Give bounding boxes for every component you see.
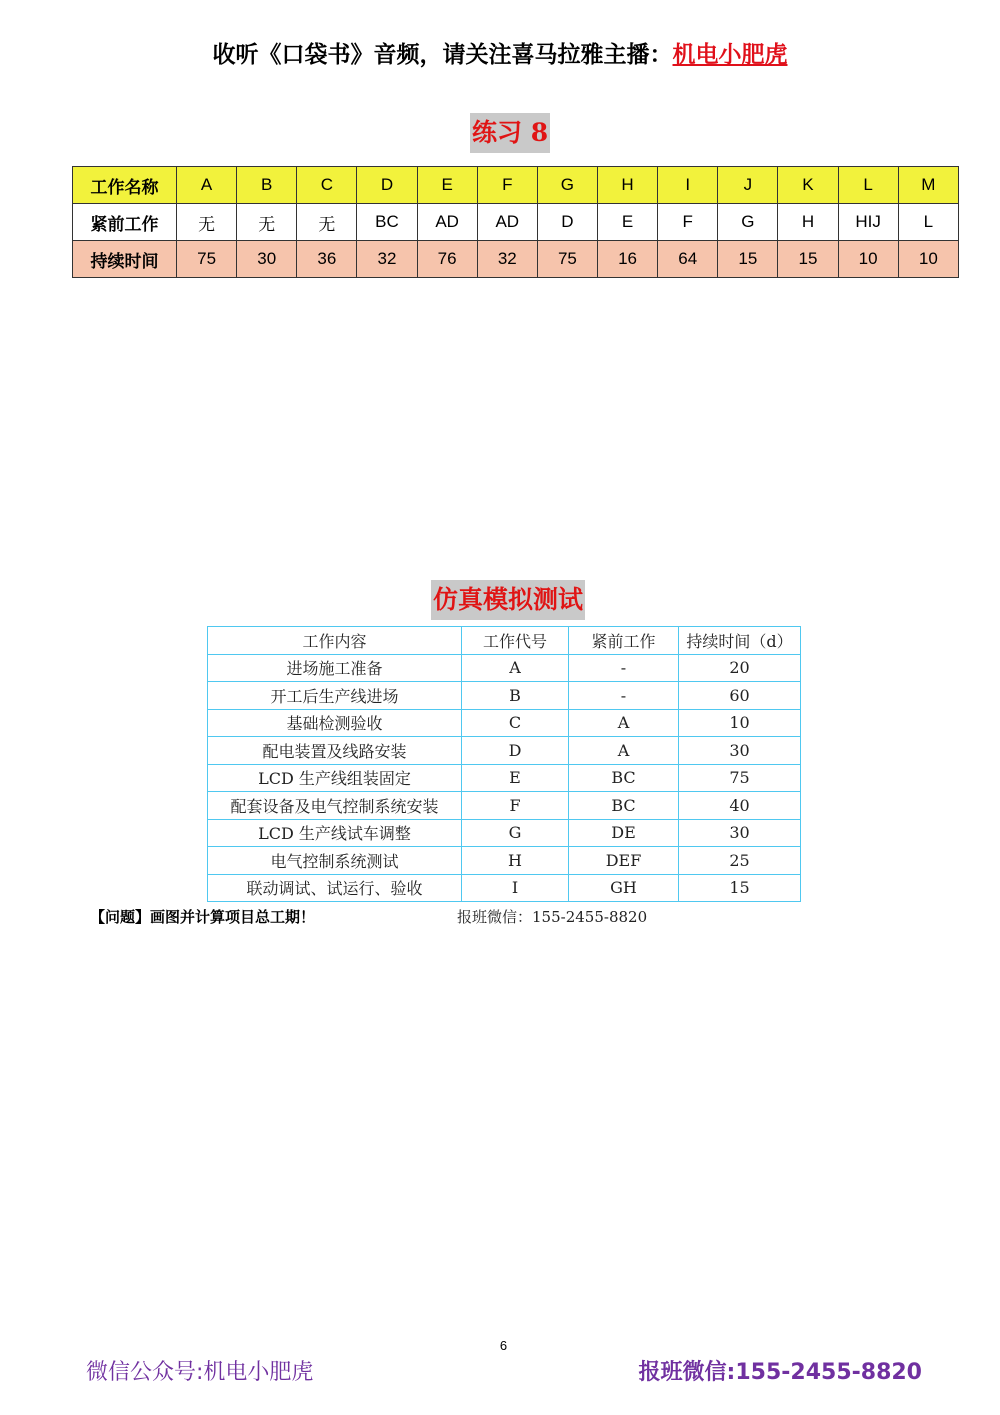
table-cell: E — [462, 764, 569, 792]
predecessor-cell: AD — [477, 204, 537, 241]
work-name-cell: J — [718, 167, 778, 204]
work-name-cell: D — [357, 167, 417, 204]
predecessor-cell: F — [658, 204, 718, 241]
row-label: 紧前工作 — [73, 204, 177, 241]
row-label: 持续时间 — [73, 241, 177, 278]
work-name-cell: C — [297, 167, 357, 204]
table-cell: 25 — [679, 847, 801, 875]
duration-cell: 64 — [658, 241, 718, 278]
row-label: 工作名称 — [73, 167, 177, 204]
table-row — [208, 847, 801, 875]
work-name-cell: G — [537, 167, 597, 204]
table-cell: 40 — [679, 792, 801, 820]
work-name-cell: E — [417, 167, 477, 204]
column-header: 持续时间（d） — [679, 627, 801, 655]
table-cell: 15 — [679, 874, 801, 902]
predecessors-row — [73, 204, 959, 241]
exercise-title: 练习 8 — [470, 113, 550, 153]
table-cell: GH — [569, 874, 679, 902]
table-cell: 基础检测验收 — [208, 709, 462, 737]
simulation-title: 仿真模拟测试 — [431, 580, 585, 620]
table-cell: LCD 生产线组装固定 — [208, 764, 462, 792]
duration-cell: 76 — [417, 241, 477, 278]
table-cell: G — [462, 819, 569, 847]
work-name-cell: K — [778, 167, 838, 204]
work-name-cell: I — [658, 167, 718, 204]
table-cell: 配套设备及电气控制系统安装 — [208, 792, 462, 820]
table-cell: LCD 生产线试车调整 — [208, 819, 462, 847]
duration-cell: 30 — [237, 241, 297, 278]
duration-cell: 16 — [597, 241, 657, 278]
table-cell: A — [569, 737, 679, 765]
page-number: 6 — [499, 1338, 508, 1353]
table-row — [208, 874, 801, 902]
work-name-cell: F — [477, 167, 537, 204]
work-name-cell: B — [237, 167, 297, 204]
simulation-table — [207, 626, 801, 902]
predecessor-cell: L — [898, 204, 958, 241]
page-header — [0, 36, 1000, 69]
table-cell: - — [569, 682, 679, 710]
predecessor-cell: E — [597, 204, 657, 241]
table-cell: C — [462, 709, 569, 737]
work-name-cell: M — [898, 167, 958, 204]
work-name-cell: A — [177, 167, 237, 204]
table-cell: A — [569, 709, 679, 737]
column-header: 工作代号 — [462, 627, 569, 655]
footer-wechat: 报班微信:155-2455-8820 — [638, 1360, 922, 1385]
table-cell: - — [569, 654, 679, 682]
table-cell: 电气控制系统测试 — [208, 847, 462, 875]
predecessor-cell: D — [537, 204, 597, 241]
work-name-cell: L — [838, 167, 898, 204]
table-cell: 进场施工准备 — [208, 654, 462, 682]
predecessor-cell: 无 — [177, 204, 237, 241]
table-row — [208, 764, 801, 792]
table-cell: BC — [569, 764, 679, 792]
table-header-row — [208, 627, 801, 655]
table-row — [208, 654, 801, 682]
exercise-table — [72, 166, 959, 278]
predecessor-cell: H — [778, 204, 838, 241]
table-cell: B — [462, 682, 569, 710]
table-cell: 75 — [679, 764, 801, 792]
table-cell: 联动调试、试运行、验收 — [208, 874, 462, 902]
names-row — [73, 167, 959, 204]
predecessor-cell: 无 — [297, 204, 357, 241]
duration-cell: 75 — [177, 241, 237, 278]
question-text: 【问题】画图并计算项目总工期！ — [90, 908, 316, 926]
table-cell: BC — [569, 792, 679, 820]
table-cell: I — [462, 874, 569, 902]
duration-cell: 10 — [838, 241, 898, 278]
table-cell: DEF — [569, 847, 679, 875]
table-cell: 60 — [679, 682, 801, 710]
header-text: 收听《口袋书》音频，请关注喜马拉雅主播： — [212, 41, 673, 68]
predecessor-cell: HIJ — [838, 204, 898, 241]
duration-cell: 32 — [477, 241, 537, 278]
host-link[interactable]: 机电小肥虎 — [672, 41, 788, 68]
table-cell: 20 — [679, 654, 801, 682]
table-cell: 30 — [679, 819, 801, 847]
table-cell: D — [462, 737, 569, 765]
footer-official-account: 微信公众号:机电小肥虎 — [86, 1360, 314, 1385]
table-row — [208, 819, 801, 847]
table-cell: F — [462, 792, 569, 820]
duration-cell: 15 — [778, 241, 838, 278]
work-name-cell: H — [597, 167, 657, 204]
duration-cell: 32 — [357, 241, 417, 278]
duration-cell: 75 — [537, 241, 597, 278]
table-cell: DE — [569, 819, 679, 847]
question-wechat: 报班微信：155-2455-8820 — [457, 908, 648, 926]
table-cell: 开工后生产线进场 — [208, 682, 462, 710]
duration-cell: 15 — [718, 241, 778, 278]
column-header: 紧前工作 — [569, 627, 679, 655]
table-row — [208, 737, 801, 765]
table-cell: H — [462, 847, 569, 875]
table-cell: 30 — [679, 737, 801, 765]
predecessor-cell: BC — [357, 204, 417, 241]
duration-cell: 10 — [898, 241, 958, 278]
table-cell: 10 — [679, 709, 801, 737]
predecessor-cell: AD — [417, 204, 477, 241]
column-header: 工作内容 — [208, 627, 462, 655]
table-row — [208, 709, 801, 737]
table-cell: A — [462, 654, 569, 682]
table-cell: 配电装置及线路安装 — [208, 737, 462, 765]
duration-cell: 36 — [297, 241, 357, 278]
table-row — [208, 682, 801, 710]
durations-row — [73, 241, 959, 278]
predecessor-cell: G — [718, 204, 778, 241]
predecessor-cell: 无 — [237, 204, 297, 241]
table-row — [208, 792, 801, 820]
